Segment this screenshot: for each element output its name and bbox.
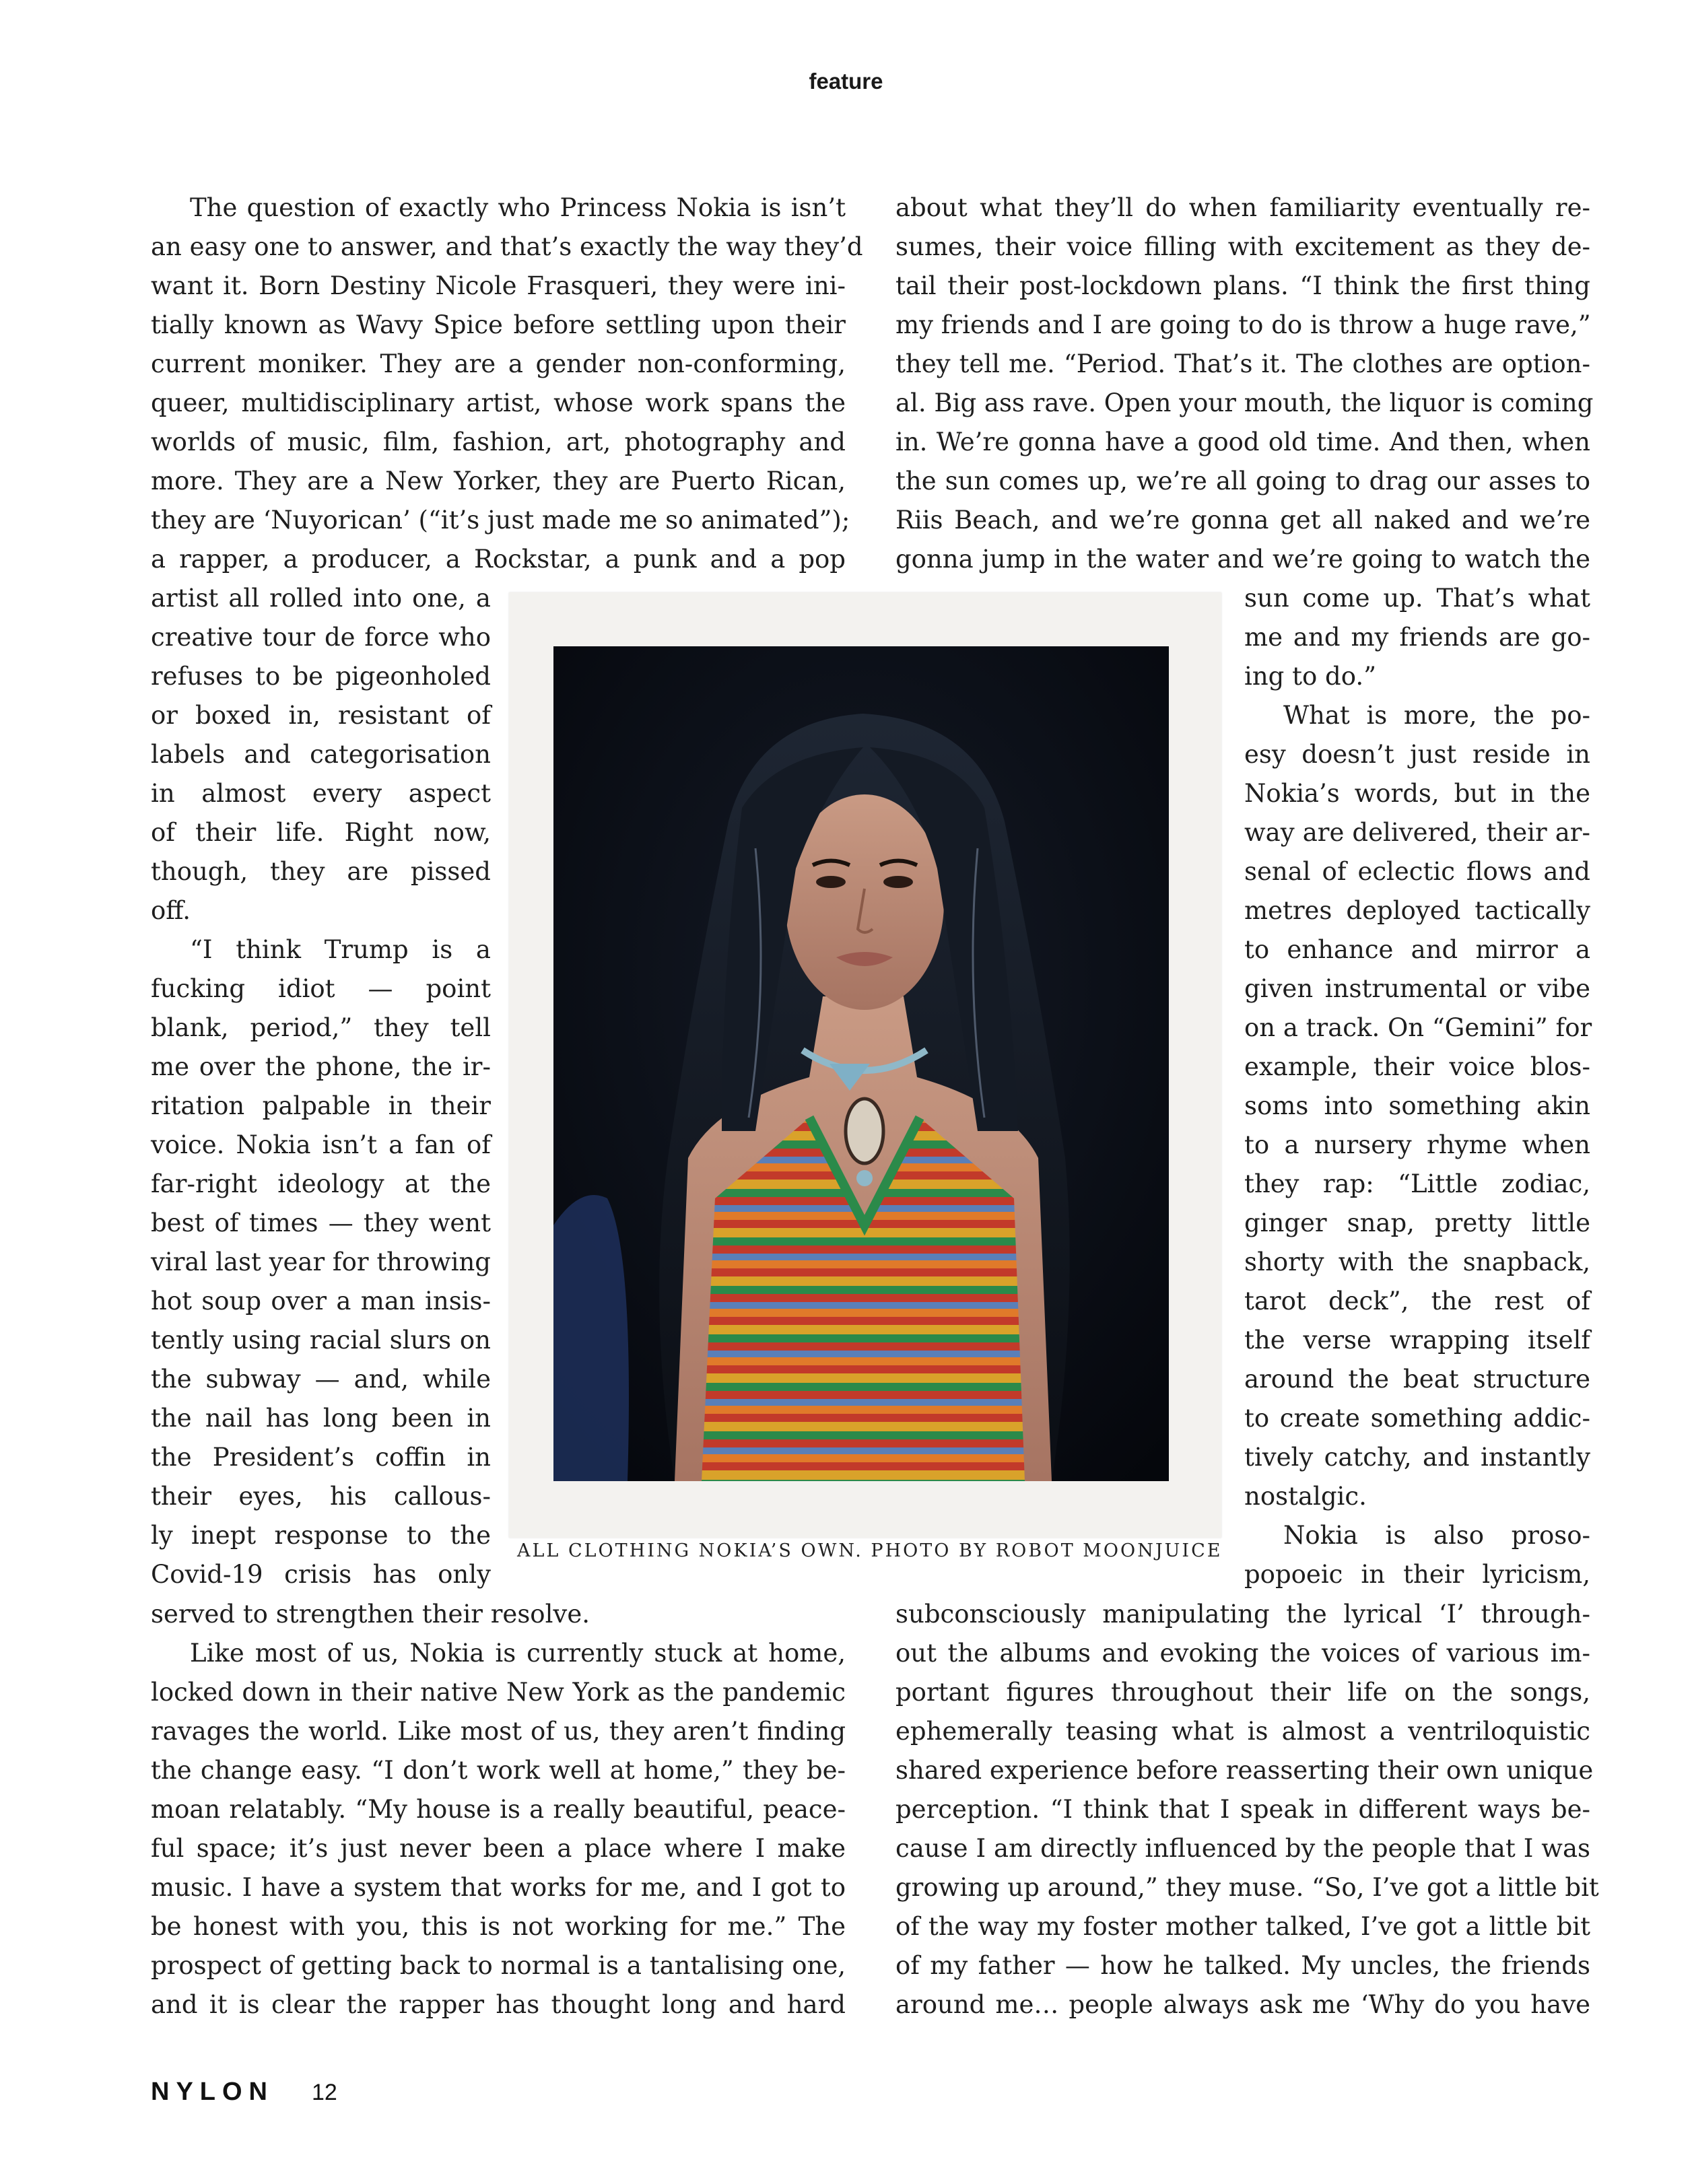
text-line: the verse wrapping itself [1244, 1326, 1590, 1355]
text-line: the sun comes up, we’re all going to drag our asses to [895, 467, 1590, 496]
text-line: in almost every aspect [151, 779, 491, 808]
text-line: want it. Born Destiny Nicole Frasqueri, they were ini- [151, 271, 846, 300]
right-column-narrow [1244, 579, 1590, 1594]
text-line: esy doesn’t just reside in [1244, 740, 1590, 769]
text-line: they rap: “Little zodiac, [1244, 1169, 1590, 1198]
text-line: tarot deck”, the rest of [1244, 1287, 1590, 1316]
text-line: prospect of getting back to normal is a tantalising one, [151, 1951, 846, 1980]
text-line: way are delivered, their ar- [1244, 818, 1590, 847]
text-line: to a nursery rhyme when [1244, 1130, 1590, 1159]
text-line: Riis Beach, and we’re gonna get all naked and we’re [895, 506, 1590, 535]
text-line: al. Big ass rave. Open your mouth, the liquor is coming [895, 388, 1594, 417]
text-line: tently using racial slurs on [151, 1326, 491, 1355]
right-column-bottom [895, 1595, 1599, 2024]
text-line: fucking idiot — point [151, 974, 491, 1003]
text-line: of my father — how he talked. My uncles, the friends [895, 1951, 1590, 1980]
text-line: on a track. On “Gemini” for [1244, 1013, 1592, 1042]
text-line: though, they are pissed [151, 857, 491, 886]
text-line: metres deployed tactically [1244, 896, 1590, 925]
text-line: refuses to be pigeonholed [151, 662, 491, 691]
page-number: 12 [312, 2080, 337, 2105]
magazine-logo: NYLON [151, 2078, 274, 2106]
text-line: cause I am directly influenced by the people that I was [895, 1834, 1590, 1863]
text-line: the nail has long been in [151, 1404, 491, 1433]
text-line: far-right ideology at the [151, 1169, 491, 1198]
text-line: the change easy. “I don’t work well at home,” they be- [151, 1756, 846, 1785]
text-line: creative tour de force who [151, 623, 491, 652]
text-line: worlds of music, film, fashion, art, photography and [151, 428, 846, 456]
text-line: a rapper, a producer, a Rockstar, a punk and a pop [151, 545, 846, 574]
text-line: current moniker. They are a gender non-conforming, [151, 349, 846, 378]
section-label: feature [809, 69, 883, 94]
text-line: the subway — and, while [151, 1365, 491, 1394]
text-line: labels and categorisation [151, 740, 491, 769]
text-line: given instrumental or vibe [1244, 974, 1590, 1003]
text-line: around me… people always ask me ‘Why do you have [895, 1990, 1590, 2019]
text-line: an easy one to answer, and that’s exactly the way they’d [151, 232, 863, 261]
left-column-top [151, 189, 863, 579]
text-line: tail their post-lockdown plans. “I think the first thing [895, 271, 1590, 300]
text-line: soms into something akin [1244, 1091, 1590, 1120]
text-line: me and my friends are go- [1244, 623, 1590, 652]
text-line: tively catchy, and instantly [1244, 1443, 1590, 1472]
text-line: ing to do.” [1244, 662, 1377, 691]
text-line: perception. “I think that I speak in different ways be- [895, 1795, 1590, 1824]
text-line: ginger snap, pretty little [1244, 1208, 1590, 1237]
text-line: locked down in their native New York as the pandemic [151, 1678, 846, 1707]
text-line: portant figures throughout their life on the songs, [895, 1678, 1590, 1707]
text-line: popoeic in their lyricism, [1244, 1560, 1590, 1589]
text-line: served to strengthen their resolve. [151, 1600, 590, 1629]
text-line: shorty with the snapback, [1244, 1248, 1590, 1276]
text-line: moan relatably. “My house is a really beautiful, peace- [151, 1795, 846, 1824]
text-line: hot soup over a man insis- [151, 1287, 491, 1316]
text-line: gonna jump in the water and we’re going to watch the [895, 545, 1590, 574]
text-line: example, their voice blos- [1244, 1052, 1590, 1081]
text-line: or boxed in, resistant of [151, 701, 491, 730]
text-line: be honest with you, this is not working for me.” The [151, 1912, 846, 1941]
text-line: ravages the world. Like most of us, they aren’t finding [151, 1717, 846, 1746]
text-line: their eyes, his callous- [151, 1482, 491, 1511]
text-line: about what they’ll do when familiarity eventually re- [895, 193, 1590, 222]
polaroid-frame [509, 592, 1221, 1538]
text-line: music. I have a system that works for me, and I got to [151, 1873, 846, 1902]
text-line: Nokia’s words, but in the [1244, 779, 1590, 808]
text-line: ly inept response to the [151, 1521, 491, 1550]
left-column-bottom [151, 1595, 846, 2024]
text-line: ephemerally teasing what is almost a ventriloquistic [895, 1717, 1590, 1746]
text-line: viral last year for throwing [151, 1248, 491, 1276]
photo-caption: ALL CLOTHING NOKIA’S OWN. PHOTO BY ROBOT MOONJUICE [517, 1540, 1223, 1561]
text-line: blank, period,” they tell [151, 1013, 491, 1042]
text-line: growing up around,” they muse. “So, I’ve got a little bit [895, 1873, 1599, 1902]
left-column-narrow [151, 579, 491, 1594]
text-line: Covid-19 crisis has only [151, 1560, 491, 1589]
text-line: Like most of us, Nokia is currently stuck at home, [190, 1639, 846, 1668]
text-line: nostalgic. [1244, 1482, 1367, 1511]
text-line: my friends and I are going to do is throw a huge rave,” [895, 310, 1591, 339]
text-line: best of times — they went [151, 1208, 491, 1237]
text-line: voice. Nokia isn’t a fan of [151, 1130, 491, 1159]
text-line: to enhance and mirror a [1244, 935, 1590, 964]
portrait-photo [553, 646, 1169, 1481]
text-line: they are ‘Nuyorican’ (“it’s just made me so animated”); [151, 506, 850, 535]
text-line: in. We’re gonna have a good old time. And then, when [895, 428, 1590, 456]
text-line: of the way my foster mother talked, I’ve got a little bit [895, 1912, 1590, 1941]
text-line: they tell me. “Period. That’s it. The clothes are option- [895, 349, 1590, 378]
text-line: senal of eclectic flows and [1244, 857, 1590, 886]
text-line: sun come up. That’s what [1244, 584, 1590, 613]
text-line: to create something addic- [1244, 1404, 1590, 1433]
text-line: ful space; it’s just never been a place where I make [151, 1834, 846, 1863]
text-line: the President’s coffin in [151, 1443, 491, 1472]
text-line: and it is clear the rapper has thought long and hard [151, 1990, 846, 2019]
text-line: Nokia is also proso- [1283, 1521, 1590, 1550]
text-line: more. They are a New Yorker, they are Puerto Rican, [151, 467, 846, 496]
text-line: queer, multidisciplinary artist, whose work spans the [151, 388, 846, 417]
text-line: me over the phone, the ir- [151, 1052, 491, 1081]
text-line: shared experience before reasserting their own unique [895, 1756, 1594, 1785]
text-line: around the beat structure [1244, 1365, 1590, 1394]
text-line: “I think Trump is a [190, 935, 491, 964]
right-column-top [895, 189, 1594, 579]
text-line: What is more, the po- [1283, 701, 1590, 730]
text-line: ritation palpable in their [151, 1091, 491, 1120]
text-line: subconsciously manipulating the lyrical ‘I’ through- [895, 1600, 1590, 1629]
text-line: tially known as Wavy Spice before settling upon their [151, 310, 846, 339]
text-line: out the albums and evoking the voices of various im- [895, 1639, 1590, 1668]
text-line: of their life. Right now, [151, 818, 491, 847]
text-line: artist all rolled into one, a [151, 584, 491, 613]
text-line: off. [151, 896, 191, 925]
text-line: The question of exactly who Princess Nokia is isn’t [190, 193, 846, 222]
text-line: sumes, their voice filling with excitement as they de- [895, 232, 1590, 261]
